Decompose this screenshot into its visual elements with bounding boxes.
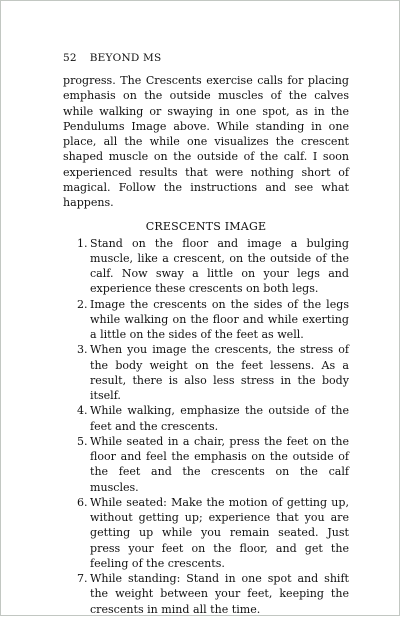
running-title: BEYOND MS (89, 52, 162, 64)
list-item (77, 297, 349, 343)
step-number: 3. (77, 343, 88, 357)
list-item (77, 571, 349, 617)
step-number: 1. (77, 236, 88, 250)
intro-paragraph: progress. The Crescents exercise calls for placing emphasis on the outside muscles of the calves while walking or swaying in one spot, as in the Pendulums Image above. While standing in one place, all the while one visualizes the crescent shaped muscle on the outside of the calf. I soon experienced results that were nothing short of magical. Follow the instructions and see what happens. (63, 74, 349, 209)
step-text: Stand on the floor and image a bulging muscle, like a crescent, on the outside of the calf. Now sway a little on your legs and experience these crescents on both legs. (90, 236, 349, 296)
page-header (63, 52, 161, 64)
step-number: 2. (77, 297, 88, 311)
step-text: When you image the crescents, the stress of the body weight on the feet lessens. As a result, there is also less stress in the body itself. (90, 343, 349, 402)
step-text: While walking, emphasize the outside of the feet and the crescents. (90, 404, 349, 433)
list-item (77, 434, 349, 495)
list-item (77, 403, 349, 434)
step-number: 5. (77, 434, 88, 448)
step-text: While seated in a chair, press the feet on the floor and feel the emphasis on the outside of the feet and the crescents on the calf muscles. (90, 434, 349, 494)
list-item (77, 495, 349, 571)
list-item (77, 342, 349, 403)
step-text: While seated: Make the motion of getting up, without getting up; experience that you are getting up while you remain seated. Just press your feet on the floor, and get the feeling of the crescents. (90, 495, 349, 570)
steps-list (63, 236, 349, 617)
step-number: 4. (77, 404, 88, 418)
page-body (63, 73, 349, 617)
step-number: 7. (77, 572, 88, 585)
step-number: 6. (77, 495, 88, 509)
step-text: While standing: Stand in one spot and shift the weight between your feet, keeping the crescents in mind all the time. (90, 572, 349, 616)
section-title: CRESCENTS IMAGE (145, 220, 267, 234)
step-text: Image the crescents on the sides of the legs while walking on the floor and while exerting a little on the sides of the feet as well. (90, 297, 349, 341)
page-number: 52 (63, 52, 77, 64)
list-item (77, 236, 349, 297)
